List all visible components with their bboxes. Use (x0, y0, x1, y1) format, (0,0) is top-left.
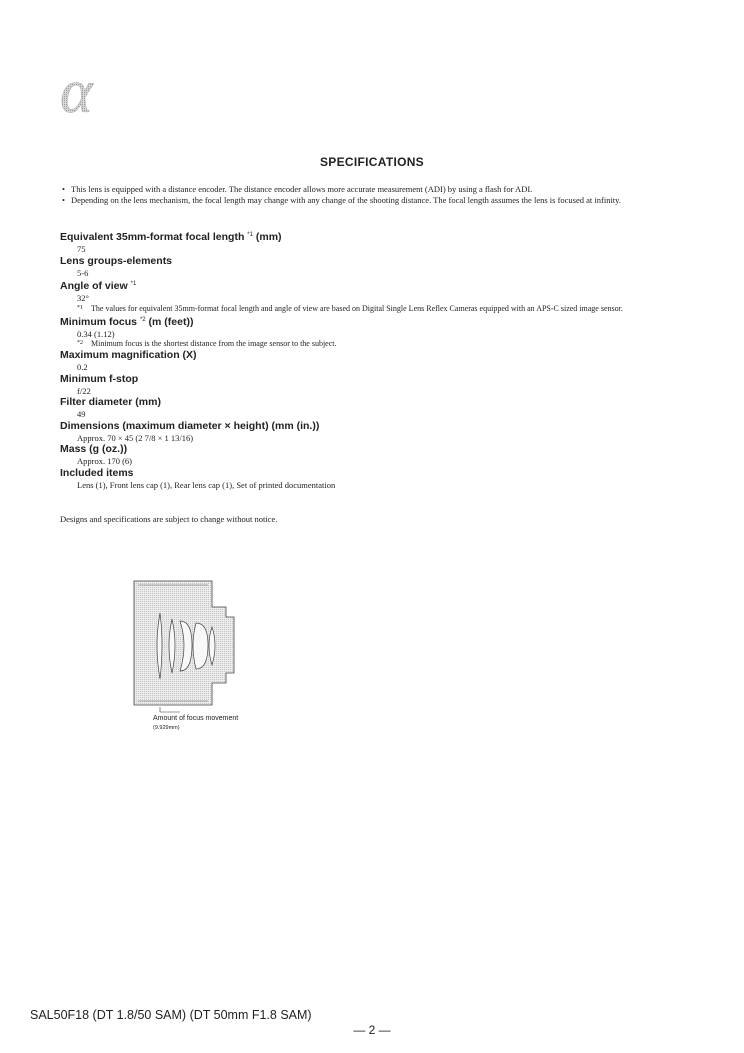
spec-heading-focus: Minimum focus $^{*2}$ (m (feet)) (60, 315, 194, 328)
spec-heading-filter: Filter diameter (mm) (60, 396, 161, 408)
spec-value-focal: 75 (77, 244, 86, 254)
spec-value-groups: 5-6 (77, 267, 89, 278)
bullet-item: • This lens is equipped with a distance encoder. The distance encoder allows more accurate measurement (ADI) by using a flash for ADI. (62, 184, 692, 195)
spec-value-angle: 32° (77, 293, 89, 303)
spec-value-mass: Approx. 170 (6) (77, 456, 133, 466)
intro-bullets (62, 184, 692, 205)
page-number: — 2 — (353, 1023, 391, 1037)
spec-heading-included: Included items (60, 466, 134, 479)
spec-value-magnification: 0.2 (77, 362, 88, 372)
spec-value-fstop: f/22 (77, 385, 91, 396)
lens-cross-section-diagram (128, 575, 248, 715)
spec-heading-magnification: Maximum magnification (X) (60, 349, 197, 361)
spec-heading-groups: Lens groups-elements (60, 254, 173, 267)
spec-heading-mass: Mass (g (oz.)) (60, 443, 128, 455)
lens-element (193, 623, 208, 669)
diagram-caption: Amount of focus movement (153, 715, 239, 722)
svg-text:α: α (60, 66, 93, 124)
spec-note-focus: *2 Minimum focus is the shortest distance from the image sensor to the subject. (77, 339, 337, 348)
spec-value-dimensions: Approx. 70 × 45 (2 7/8 × 1 13/16) (77, 432, 194, 443)
page-title: SPECIFICATIONS (320, 155, 424, 169)
spec-note-angle: *1 The values for equivalent 35mm-format focal length and angle of view are based on Digital Single Lens Reflex Cameras equipped with an APS-C sized image sensor. (77, 303, 623, 313)
spec-value-included: Lens (1), Front lens cap (1), Rear lens cap (1), Set of printed documentation (77, 479, 336, 490)
spec-value-filter: 49 (77, 409, 86, 419)
spec-heading-focal: Equivalent 35mm-format focal length $^{*1}$ (mm) (60, 231, 282, 243)
spec-heading-angle: Angle of view $^{*1}$ (60, 280, 137, 292)
footer-model: SAL50F18 (DT 1.8/50 SAM) (DT 50mm F1.8 SAM) (30, 1008, 312, 1022)
spec-heading-fstop: Minimum f-stop (60, 372, 139, 385)
spec-value-focus: 0.34 (1.12) (77, 328, 115, 339)
spec-list (60, 229, 700, 490)
diagram-subcaption: (9.929mm) (153, 725, 180, 731)
spec-heading-dimensions: Dimensions (maximum diameter × height) (mm (in.)) (60, 419, 320, 432)
closing-note: Designs and specifications are subject to change without notice. (60, 514, 278, 524)
bullet-item: • Depending on the lens mechanism, the focal length may change with any change of the shooting distance. The focal length assumes the lens is focused at infinity. (62, 195, 692, 206)
alpha-logo-icon (60, 66, 112, 124)
